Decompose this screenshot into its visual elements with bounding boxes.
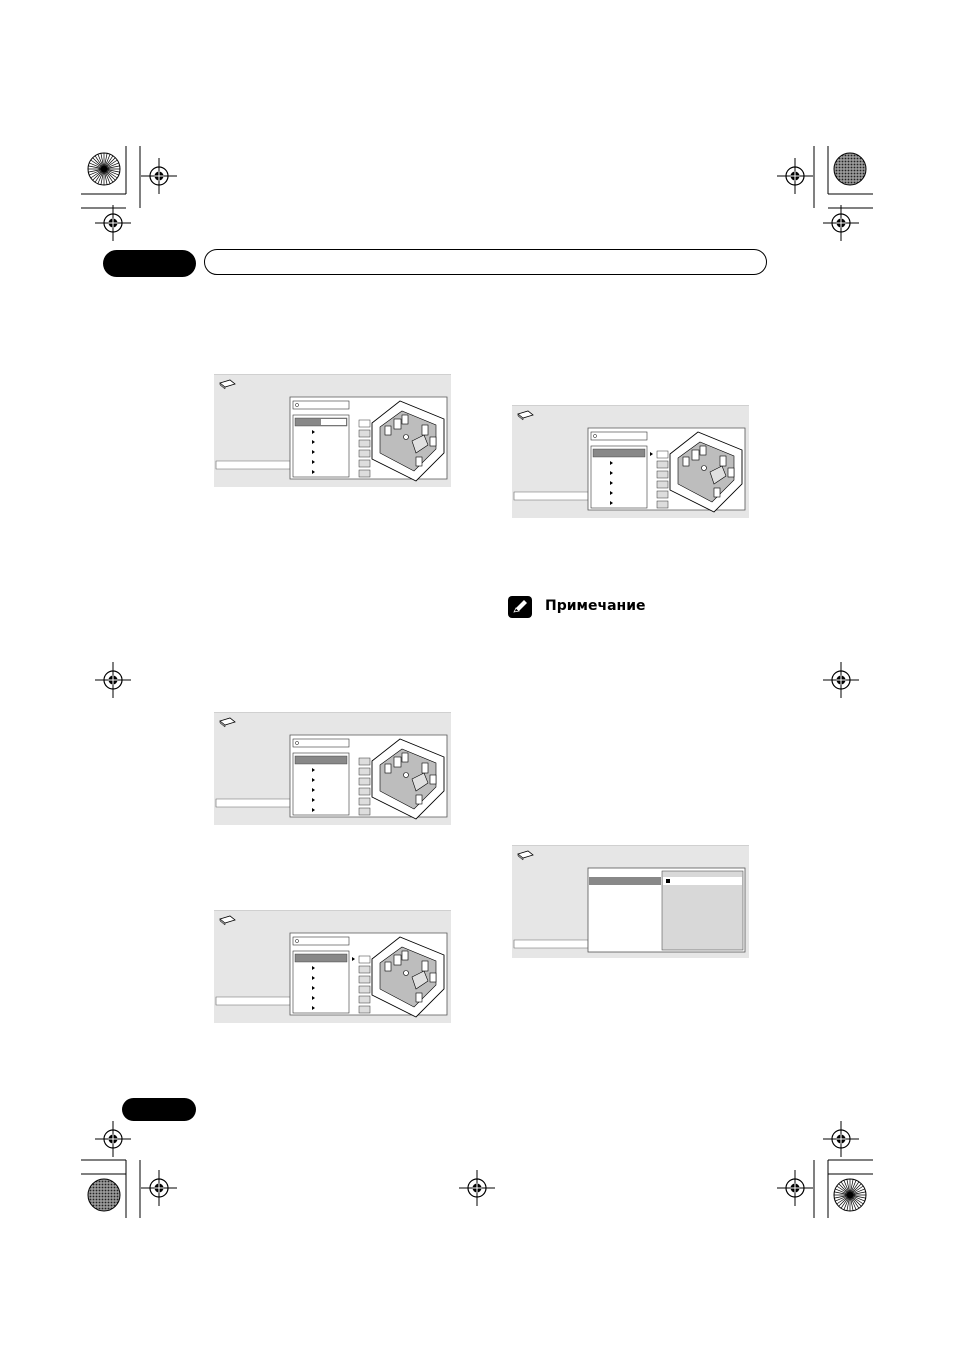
osd-screenshot-1 <box>214 374 451 487</box>
osd-screenshot-2 <box>214 712 451 825</box>
pencil-note-icon <box>508 596 532 618</box>
page-number-pill <box>122 1098 196 1121</box>
osd-screenshot-4 <box>512 405 749 518</box>
osd-screenshot-5 <box>512 845 749 958</box>
chapter-number-pill <box>103 250 196 277</box>
chapter-title-bar <box>204 249 767 275</box>
osd-screenshot-3 <box>214 910 451 1023</box>
note-heading: Примечание <box>545 598 646 614</box>
